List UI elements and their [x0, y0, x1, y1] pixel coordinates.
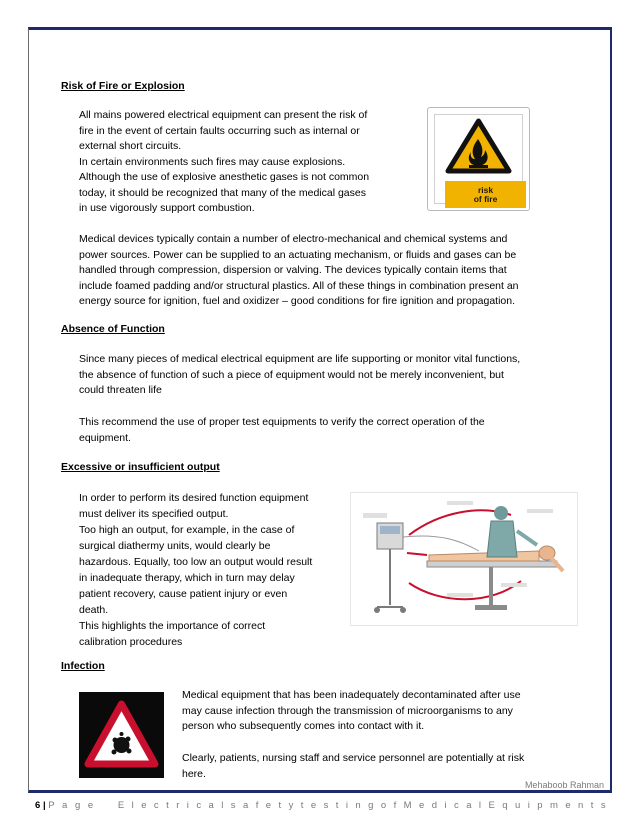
text-line: fire in the event of certain faults occurring such as internal or: [79, 124, 360, 137]
absence-paragraph-2: [79, 415, 578, 446]
page-separator: |: [42, 800, 46, 811]
diathermy-diagram-icon: [351, 493, 577, 625]
text-line: include foamed padding and/or structural plastics. All of these things in combination present an: [79, 279, 519, 292]
text-line: Medical devices typically contain a number of electro-mechanical and chemical systems and: [79, 233, 508, 245]
heading-infection: Infection: [61, 660, 105, 672]
text-line: Medical equipment that has been inadequately decontaminated after use: [182, 689, 521, 701]
text-line: surgical diathermy units, would clearly be: [79, 540, 271, 552]
risk-of-fire-sign: [427, 107, 530, 211]
text-line: the absence of function of such a piece of equipment would not be merely inconvenient, but: [79, 368, 504, 381]
surgical-diathermy-illustration: [350, 492, 578, 626]
page-number: 6: [35, 800, 41, 811]
page-word: P a g e: [48, 800, 96, 811]
flame-warning-icon: [435, 115, 522, 175]
infection-warning-icon: [79, 692, 164, 778]
sign-panel: [434, 114, 523, 204]
text-line: here.: [182, 767, 206, 780]
sign-text-line-2: of fire: [473, 193, 498, 204]
text-line: This recommend the use of proper test equipments to verify the correct operation of the: [79, 416, 485, 428]
heading-fire: Risk of Fire or Explosion: [61, 80, 185, 92]
text-line: Clearly, patients, nursing staff and service personnel are potentially at risk: [182, 752, 525, 764]
text-line: may cause infection through the transmission of microorganisms to any: [182, 704, 513, 717]
text-line: All mains powered electrical equipment can present the risk of: [79, 109, 368, 121]
absence-paragraph-1: [79, 352, 578, 399]
biohazard-warning-sign: [79, 692, 164, 778]
sign-banner: [445, 181, 526, 208]
page-footer-number: [35, 800, 96, 811]
text-line: patient recovery, cause patient injury or even: [79, 588, 288, 600]
infection-paragraph-2: [182, 751, 578, 782]
text-line: Since many pieces of medical electrical equipment are life supporting or monitor vital functions,: [79, 353, 521, 365]
text-line: hazardous. Equally, too low an output would result: [79, 556, 313, 568]
text-line: energy source for ignition, fuel and oxidizer – good conditions for fire ignition and propagation.: [79, 295, 516, 307]
text-line: could threaten life: [79, 384, 162, 396]
text-line: Although the use of explosive anesthetic gases is not common: [79, 171, 370, 183]
author-name: Mehaboob Rahman: [524, 780, 604, 790]
text-line: in inadequate therapy, which in turn may delay: [79, 572, 295, 584]
infection-paragraph-1: [182, 688, 578, 735]
heading-absence: Absence of Function: [61, 323, 165, 335]
text-line: external short circuits.: [79, 140, 182, 152]
text-line: handled through compression, dispersion or valving. The devices typically contain items that: [79, 264, 507, 276]
text-line: In order to perform its desired function equipment: [79, 492, 309, 504]
document-title-footer: E l e c t r i c a l s a f e t y t e s t i n g o f M e d i c a l E q u i p m e n t s: [117, 800, 608, 811]
text-line: in use vigorously support combustion.: [79, 202, 255, 214]
text-line: power sources. Power can be supplied to an actuating mechanism, or fluids and gases can be: [79, 248, 517, 261]
text-line: Too high an output, for example, in the case of: [79, 524, 295, 536]
text-line: equipment.: [79, 431, 131, 444]
output-paragraph: [79, 490, 342, 650]
text-line: calibration procedures: [79, 636, 183, 648]
text-line: This highlights the importance of correct: [79, 620, 266, 632]
text-line: must deliver its specified output.: [79, 508, 229, 520]
heading-output: Excessive or insufficient output: [61, 461, 220, 473]
text-line: In certain environments such fires may cause explosions.: [79, 155, 346, 168]
sign-text-line-1: risk: [477, 184, 494, 195]
text-line: today, it should be recognized that many of the medical gases: [79, 186, 366, 199]
fire-paragraph-1: [79, 108, 397, 217]
text-line: death.: [79, 604, 109, 616]
text-line: person who subsequently comes into contact with it.: [182, 720, 425, 732]
fire-paragraph-2: [79, 232, 578, 310]
